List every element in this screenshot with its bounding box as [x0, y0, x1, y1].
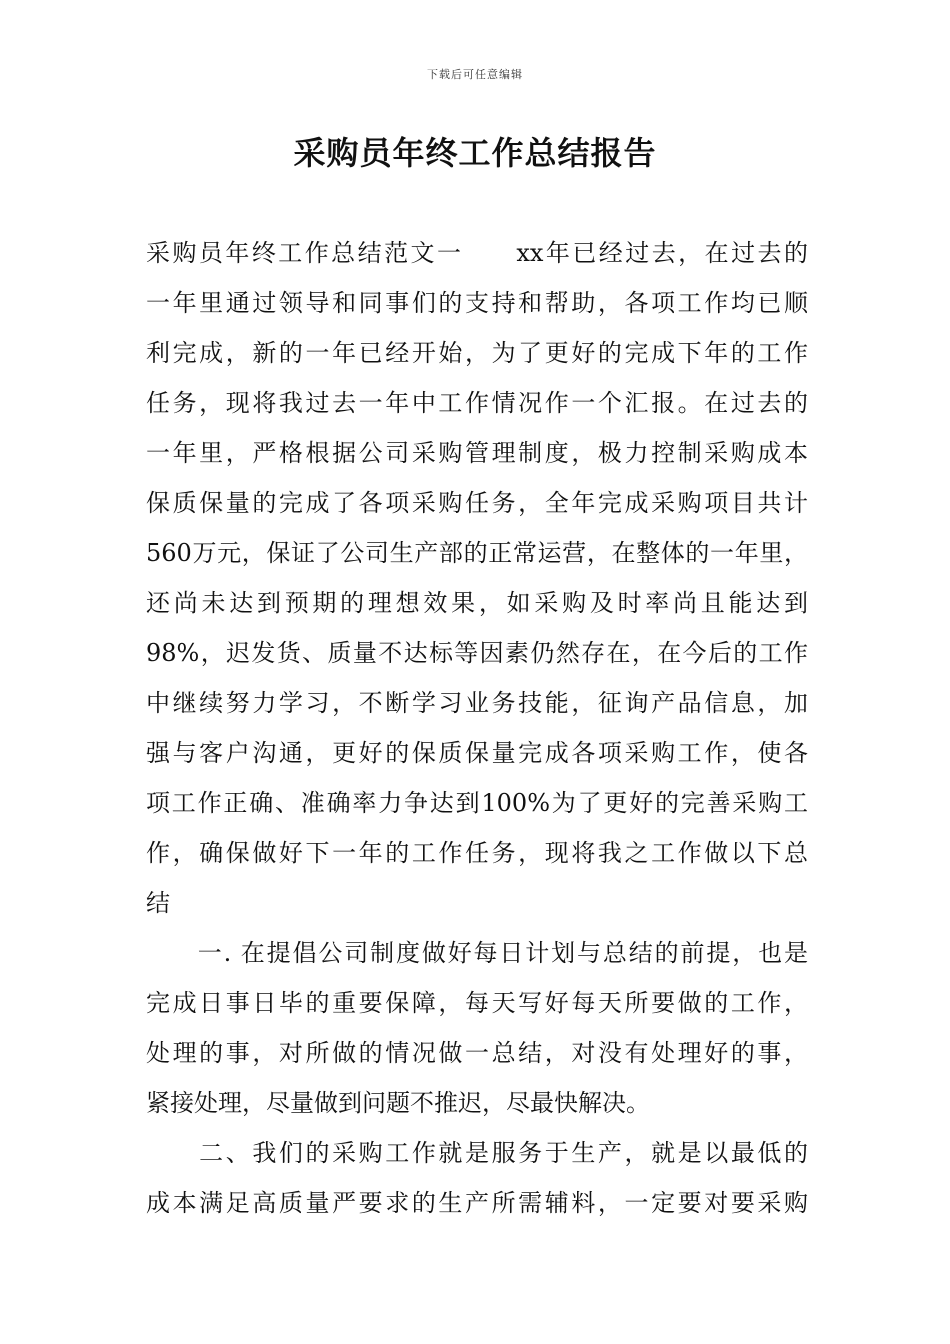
body-line: 紧接处理，尽量做到问题不推迟，尽最快解决。: [146, 1089, 650, 1117]
body-line: 一. 在提倡公司制度做好每日计划与总结的前提，也是: [146, 939, 808, 967]
body-line: 项工作正确、准确率力争达到100%为了更好的完善采购工: [146, 789, 808, 817]
body-line: 一年里，严格根据公司采购管理制度，极力控制采购成本: [146, 439, 808, 467]
body-line: 任务，现将我过去一年中工作情况作一个汇报。在过去的: [146, 389, 808, 417]
document-title: 采购员年终工作总结报告: [293, 134, 657, 172]
body-line: 结: [146, 889, 170, 917]
body-line: 采购员年终工作总结范文一 xx年已经过去，在过去的: [146, 239, 808, 267]
body-line: 还尚未达到预期的理想效果，如采购及时率尚且能达到: [146, 589, 808, 617]
body-line: 二、我们的采购工作就是服务于生产，就是以最低的: [146, 1139, 808, 1167]
body-line: 保质保量的完成了各项采购任务，全年完成采购项目共计: [146, 489, 808, 517]
body-line: 98%，迟发货、质量不达标等因素仍然存在，在今后的工作: [146, 639, 808, 667]
body-line: 作，确保做好下一年的工作任务，现将我之工作做以下总: [146, 839, 808, 867]
body-line: 成本满足高质量严要求的生产所需辅料，一定要对要采购: [146, 1189, 808, 1217]
document-body: [146, 228, 808, 1228]
body-line: 利完成，新的一年已经开始，为了更好的完成下年的工作: [146, 339, 808, 367]
body-line: 中继续努力学习，不断学习业务技能，征询产品信息，加: [146, 689, 808, 717]
body-line: 处理的事，对所做的情况做一总结，对没有处理好的事，: [146, 1039, 808, 1067]
body-line: 一年里通过领导和同事们的支持和帮助，各项工作均已顺: [146, 289, 808, 317]
page-header-note: 下载后可任意编辑: [427, 68, 523, 81]
body-line: 完成日事日毕的重要保障，每天写好每天所要做的工作，: [146, 989, 808, 1017]
body-line: 强与客户沟通，更好的保质保量完成各项采购工作，使各: [146, 739, 808, 767]
body-line: 560万元，保证了公司生产部的正常运营，在整体的一年里，: [146, 539, 808, 567]
